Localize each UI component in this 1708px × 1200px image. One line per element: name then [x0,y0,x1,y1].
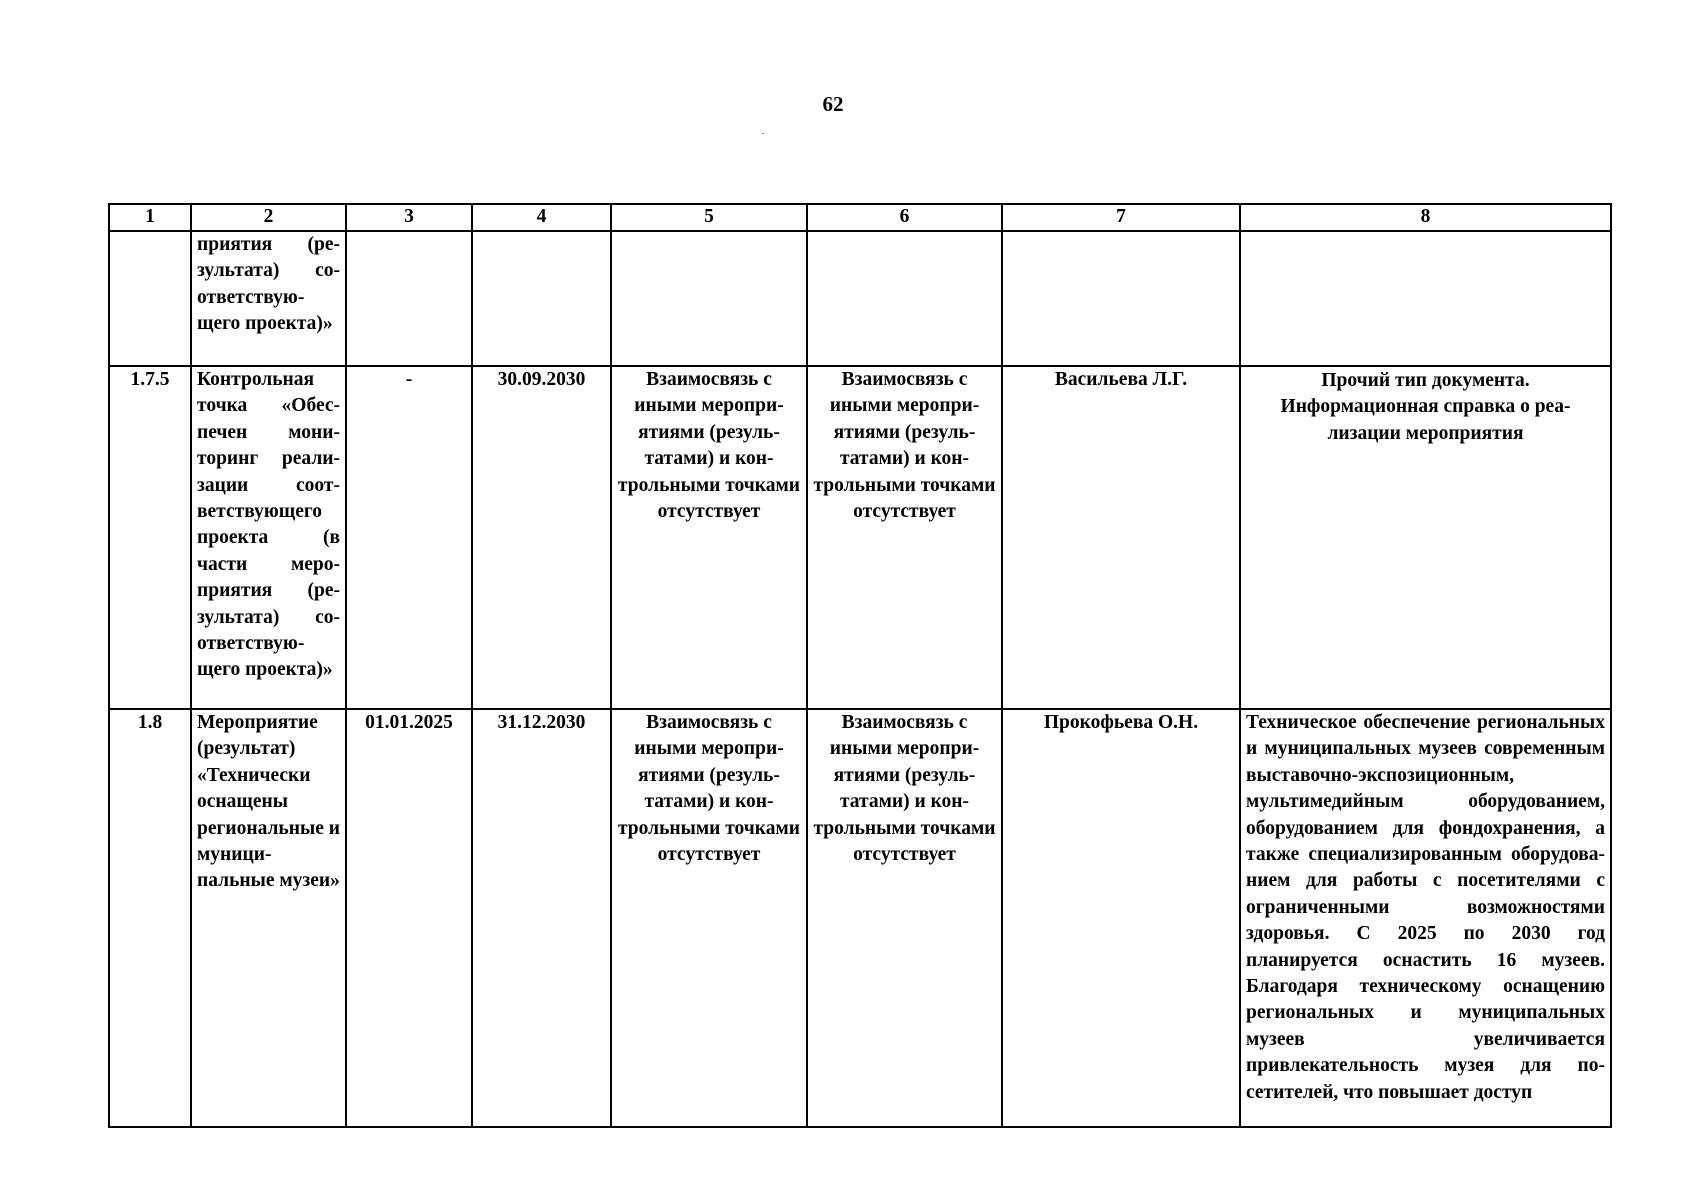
page-number: 62 [822,92,844,116]
header-col-3: 3 [346,204,472,231]
header-col-8: 8 [1240,204,1611,231]
cell-number [109,231,191,366]
cell-number: 1.7.5 [109,366,191,709]
cell-description: Прочий тип документа. Информационная справка о реализации мероприятия [1240,366,1611,709]
cell-name: приятия (результата) соответствующего проекта)» [191,231,346,366]
header-col-2: 2 [191,204,346,231]
header-col-1: 1 [109,204,191,231]
header-col-5: 5 [611,204,807,231]
cell-predecessor: Взаимосвязь с иными мероприятиями (результатами) и контрольными точками отсутствует [611,366,807,709]
header-col-7: 7 [1002,204,1240,231]
header-col-4: 4 [472,204,611,231]
cell-number: 1.8 [109,709,191,1127]
header-col-6: 6 [807,204,1002,231]
cell-start-date: 01.01.2025 [346,709,472,1127]
cell-predecessor [611,231,807,366]
cell-end-date [472,231,611,366]
cell-name: Мероприятие (результат) «Технически оснащены региональные и муниципальные музеи» [191,709,346,1127]
cell-start-date [346,231,472,366]
cell-responsible: Васильева Л.Г. [1002,366,1240,709]
cell-responsible [1002,231,1240,366]
table-row [109,709,1611,1127]
cell-start-date: - [346,366,472,709]
events-table [108,203,1612,1128]
table-row [109,366,1611,709]
cell-description: Техническое обеспечение региональных и муниципальных музеев современным выставочно-экспозиционным, мультимедийным оборудованием, оборудованием для фондохранения, а также специализированным оборудованием для работы с посетителями с ограниченными возможностями здоровья. С 2025 по 2030 год планируется оснастить 16 музеев. Благодаря техническому оснащению региональных и муниципальных музеев увеличивается привлекательность музея для посетителей, что повышает доступ [1240,709,1611,1127]
cell-responsible: Прокофьева О.Н. [1002,709,1240,1127]
cell-end-date: 30.09.2030 [472,366,611,709]
cell-predecessor: Взаимосвязь с иными мероприятиями (результатами) и контрольными точками отсутствует [611,709,807,1127]
cell-successor: Взаимосвязь с иными мероприятиями (результатами) и контрольными точками отсутствует [807,709,1002,1127]
scan-speck [762,133,764,134]
table-row [109,231,1611,366]
cell-description [1240,231,1611,366]
cell-successor [807,231,1002,366]
header-row [109,204,1611,231]
cell-successor: Взаимосвязь с иными мероприятиями (результатами) и контрольными точками отсутствует [807,366,1002,709]
cell-end-date: 31.12.2030 [472,709,611,1127]
cell-name: Контрольная точка «Обеспечен мониторинг реализации соответствующего проекта (в части мероприятия (результата) соответствующего проекта)» [191,366,346,709]
